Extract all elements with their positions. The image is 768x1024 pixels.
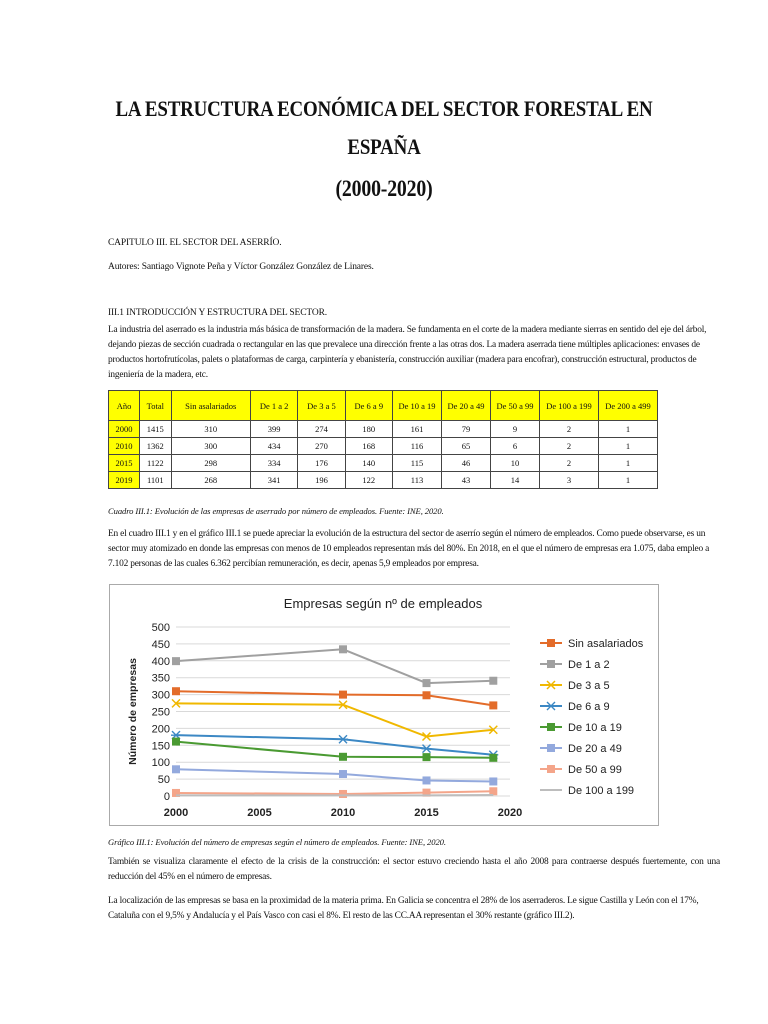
data-point — [172, 687, 180, 695]
legend-label: De 6 a 9 — [568, 701, 610, 713]
table-cell: 140 — [345, 455, 392, 472]
legend-swatch-marker — [547, 744, 555, 752]
table-header-cell: De 6 a 9 — [345, 391, 392, 421]
legend-label: De 1 a 2 — [568, 659, 610, 671]
data-point — [172, 738, 180, 746]
section-heading: III.1 INTRODUCCIÓN Y ESTRUCTURA DEL SECTOR. — [108, 308, 327, 318]
data-point — [172, 657, 180, 665]
table-row — [109, 455, 658, 472]
table-cell: 1 — [599, 455, 658, 472]
table-header-cell: De 20 a 49 — [442, 391, 491, 421]
y-tick-label: 300 — [151, 689, 170, 702]
legend-label: Sin asalariados — [568, 638, 644, 650]
legend-swatch-marker — [547, 660, 555, 668]
companies-table — [108, 390, 658, 489]
table-cell: 180 — [345, 421, 392, 438]
legend-label: De 3 a 5 — [568, 680, 610, 692]
x-tick-label: 2015 — [414, 807, 439, 819]
table-cell: 9 — [491, 421, 540, 438]
data-point — [489, 701, 497, 709]
data-point — [423, 753, 431, 761]
y-tick-label: 450 — [151, 638, 170, 651]
document-title-line2: ESPAÑA — [347, 134, 421, 159]
table-cell: 161 — [393, 421, 442, 438]
authors-line: Autores: Santiago Vignote Peña y Víctor González González de Linares. — [108, 262, 374, 272]
data-point — [489, 754, 497, 762]
table-cell: 434 — [250, 438, 297, 455]
table-cell: 298 — [171, 455, 250, 472]
data-point — [339, 770, 347, 778]
series-line — [176, 703, 493, 736]
series-line — [176, 791, 493, 794]
data-point — [489, 777, 497, 785]
table-cell: 2 — [540, 421, 599, 438]
y-tick-label: 100 — [151, 757, 170, 770]
y-tick-label: 150 — [151, 740, 170, 753]
table-cell: 300 — [171, 438, 250, 455]
table-cell-year: 2019 — [109, 472, 140, 489]
table-cell: 2 — [540, 455, 599, 472]
table-cell: 1 — [599, 438, 658, 455]
table-cell: 1415 — [140, 421, 172, 438]
x-tick-label: 2005 — [247, 807, 272, 819]
location-paragraph: La localización de las empresas se basa en la proximidad de la materia prima. En Galicia se concentra el 28% de los aserraderos. Le sigue Castilla y León con el 17%, Cataluña con el 9,5% y Andalucía y el País Vasco con casi el 8%. El resto de las CC.AA representan el 30% restante (gráfico III.2). — [108, 896, 699, 921]
table-cell: 176 — [298, 455, 345, 472]
data-point — [423, 776, 431, 784]
table-cell: 268 — [171, 472, 250, 489]
table-cell: 115 — [393, 455, 442, 472]
table-cell: 46 — [442, 455, 491, 472]
data-point — [489, 677, 497, 685]
table-header-cell: De 100 a 199 — [540, 391, 599, 421]
table-cell: 1362 — [140, 438, 172, 455]
chart-caption: Gráfico III.1: Evolución del número de empresas según el número de empleados. Fuente: INE, 2020. — [108, 837, 446, 847]
table-cell: 6 — [491, 438, 540, 455]
data-point — [423, 679, 431, 687]
data-point — [339, 790, 347, 798]
table-header-cell: De 3 a 5 — [298, 391, 345, 421]
y-tick-label: 400 — [151, 655, 170, 668]
intro-paragraph: La industria del aserrado es la industria más básica de transformación de la madera. Se fundamenta en el corte de la madera mediante sierras en sentido del eje del árbol, dejando piezas de sección cuadrada o rectangular en las que prevalece una dirección frente a las otras dos. La madera aserrada tiene múltiples aplicaciones: envases de productos hortofrutícolas, palets o plataformas de carga, carpintería y ebanistería, construcción auxiliar (madera para encofrar), construcción estructural, productos de ingeniería de la madera, etc. — [108, 325, 707, 380]
legend-swatch-marker — [547, 639, 555, 647]
chart-title: Empresas según nº de empleados — [283, 596, 483, 611]
table-cell: 79 — [442, 421, 491, 438]
legend-swatch-marker — [547, 723, 555, 731]
legend-label: De 10 a 19 — [568, 722, 622, 734]
table-cell: 116 — [393, 438, 442, 455]
table-cell: 310 — [171, 421, 250, 438]
document-title-years: (2000-2020) — [335, 176, 433, 201]
y-axis-label: Número de empresas — [127, 658, 139, 765]
table-cell: 1 — [599, 421, 658, 438]
table-cell: 168 — [345, 438, 392, 455]
table-cell: 270 — [298, 438, 345, 455]
legend-swatch-marker — [546, 702, 556, 710]
table-header-cell: Total — [140, 391, 172, 421]
data-point — [172, 765, 180, 773]
table-cell: 10 — [491, 455, 540, 472]
x-tick-label: 2000 — [163, 807, 189, 819]
data-point — [339, 645, 347, 653]
table-cell: 3 — [540, 472, 599, 489]
crisis-paragraph: También se visualiza claramente el efecto de la crisis de la construcción: el sector estuvo creciendo hasta el año 2008 para contraerse después fuertemente, con una reducción del 45% en el número de empresas. — [108, 857, 720, 882]
table-caption: Cuadro III.1: Evolución de las empresas de aserrado por número de empleados. Fuente: INE, 2020. — [108, 506, 444, 516]
table-header-cell: De 10 a 19 — [393, 391, 442, 421]
table-cell: 65 — [442, 438, 491, 455]
table-cell-year: 2010 — [109, 438, 140, 455]
legend-label: De 100 a 199 — [568, 785, 635, 797]
table-cell: 43 — [442, 472, 491, 489]
series-line — [176, 769, 493, 781]
table-row — [109, 421, 658, 438]
chapter-heading: CAPITULO III. EL SECTOR DEL ASERRÍO. — [108, 238, 282, 248]
table-header-cell: Sin asalariados — [171, 391, 250, 421]
table-cell: 334 — [250, 455, 297, 472]
table-cell-year: 2015 — [109, 455, 140, 472]
table-cell: 14 — [491, 472, 540, 489]
legend-swatch-marker — [547, 765, 555, 773]
data-point — [339, 753, 347, 761]
y-tick-label: 200 — [151, 723, 170, 736]
table-cell: 2 — [540, 438, 599, 455]
legend-label: De 50 a 99 — [568, 764, 622, 776]
data-point — [423, 691, 431, 699]
table-cell-year: 2000 — [109, 421, 140, 438]
table-cell: 1101 — [140, 472, 172, 489]
legend-label: De 20 a 49 — [568, 743, 622, 755]
data-point — [422, 745, 432, 753]
table-row — [109, 472, 658, 489]
table-cell: 399 — [250, 421, 297, 438]
data-point — [338, 735, 348, 743]
table-header-cell: De 1 a 2 — [250, 391, 297, 421]
document-title-line1: LA ESTRUCTURA ECONÓMICA DEL SECTOR FORESTAL EN — [115, 96, 653, 121]
x-tick-label: 2020 — [497, 807, 523, 819]
y-tick-label: 250 — [151, 706, 170, 719]
table-cell: 1 — [599, 472, 658, 489]
table-header-cell: De 50 a 99 — [491, 391, 540, 421]
table-cell: 113 — [393, 472, 442, 489]
line-chart — [109, 584, 659, 826]
table-header-row — [109, 391, 658, 421]
table-header-cell: Año — [109, 391, 140, 421]
table-header-cell: De 200 a 499 — [599, 391, 658, 421]
table-cell: 274 — [298, 421, 345, 438]
table-cell: 1122 — [140, 455, 172, 472]
y-tick-label: 350 — [151, 672, 170, 685]
table-row — [109, 438, 658, 455]
data-point — [339, 691, 347, 699]
analysis-paragraph: En el cuadro III.1 y en el gráfico III.1 se puede apreciar la evolución de la estructura del sector de aserrío según el número de empleados. Como puede observarse, es un sector muy atomizado en donde las empresas con menos de 10 empleados representan más del 80%. En 2018, en el que el número de empresas era 1.075, daba empleo a 7.102 personas de las cuales 6.362 percibían remuneración, es decir, apenas 5,9 empleados por empresa. — [108, 529, 710, 569]
chart-svg — [110, 585, 658, 825]
table-cell: 122 — [345, 472, 392, 489]
table-cell: 196 — [298, 472, 345, 489]
table-cell: 341 — [250, 472, 297, 489]
x-tick-label: 2010 — [330, 807, 356, 819]
y-tick-label: 500 — [151, 622, 170, 634]
y-tick-label: 0 — [163, 791, 170, 803]
y-tick-label: 50 — [157, 774, 170, 787]
